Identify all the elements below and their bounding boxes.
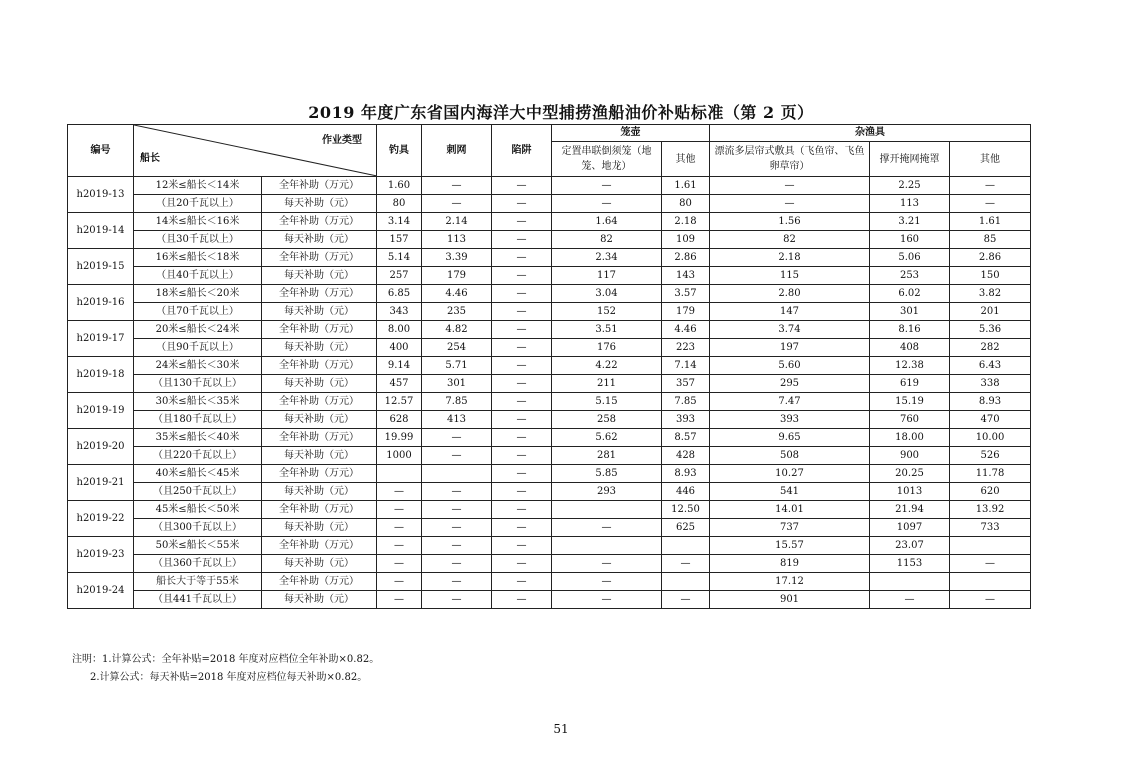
value-cell: 254: [422, 339, 492, 357]
value-cell: 470: [950, 411, 1031, 429]
value-cell: 1153: [870, 555, 950, 573]
value-cell: —: [662, 555, 710, 573]
table-row: [68, 177, 1031, 195]
value-cell: 4.22: [552, 357, 662, 375]
value-cell: 113: [422, 231, 492, 249]
page-title: 2019 年度广东省国内海洋大中型捕捞渔船油价补贴标准（第 2 页）: [308, 103, 814, 122]
value-cell: 5.85: [552, 465, 662, 483]
value-cell: —: [552, 177, 662, 195]
table-row: [68, 573, 1031, 591]
value-cell: 82: [710, 231, 870, 249]
value-cell: 357: [662, 375, 710, 393]
value-cell: 4.46: [662, 321, 710, 339]
row-subsidy-type: 全年补助（万元）: [262, 249, 377, 267]
row-subsidy-type: 全年补助（万元）: [262, 429, 377, 447]
value-cell: 541: [710, 483, 870, 501]
value-cell: 179: [662, 303, 710, 321]
row-code: h2019-20: [68, 429, 134, 465]
value-cell: 5.60: [710, 357, 870, 375]
value-cell: 235: [422, 303, 492, 321]
row-subsidy-type: 每天补助（元）: [262, 267, 377, 285]
value-cell: —: [710, 195, 870, 213]
row-code: h2019-23: [68, 537, 134, 573]
value-cell: —: [377, 483, 422, 501]
value-cell: 80: [377, 195, 422, 213]
value-cell: 23.07: [870, 537, 950, 555]
value-cell: 6.85: [377, 285, 422, 303]
value-cell: 293: [552, 483, 662, 501]
value-cell: 413: [422, 411, 492, 429]
value-cell: —: [422, 195, 492, 213]
value-cell: 1.61: [662, 177, 710, 195]
value-cell: 8.57: [662, 429, 710, 447]
value-cell: —: [492, 519, 552, 537]
value-cell: 7.14: [662, 357, 710, 375]
table-row: [68, 267, 1031, 285]
header-zayuju-spread: 撑开掩网掩罩: [870, 142, 950, 177]
value-cell: —: [492, 285, 552, 303]
value-cell: 17.12: [710, 573, 870, 591]
row-length-range: 20米≤船长＜24米: [134, 321, 262, 339]
table-row: [68, 375, 1031, 393]
value-cell: 12.50: [662, 501, 710, 519]
value-cell: [662, 537, 710, 555]
table-row: [68, 285, 1031, 303]
value-cell: 8.93: [950, 393, 1031, 411]
value-cell: 201: [950, 303, 1031, 321]
value-cell: —: [377, 537, 422, 555]
value-cell: [870, 573, 950, 591]
row-power-range: （且40千瓦以上）: [134, 267, 262, 285]
value-cell: 179: [422, 267, 492, 285]
value-cell: —: [377, 591, 422, 609]
row-subsidy-type: 每天补助（元）: [262, 483, 377, 501]
table-row: [68, 591, 1031, 609]
value-cell: 9.65: [710, 429, 870, 447]
note-1: 注明：1.计算公式：全年补贴=2018 年度对应档位全年补助×0.82。: [72, 654, 380, 665]
value-cell: 14.01: [710, 501, 870, 519]
header-code: 编号: [68, 125, 134, 177]
value-cell: —: [492, 429, 552, 447]
value-cell: 6.43: [950, 357, 1031, 375]
value-cell: 11.78: [950, 465, 1031, 483]
value-cell: 13.92: [950, 501, 1031, 519]
table-row: [68, 321, 1031, 339]
value-cell: 408: [870, 339, 950, 357]
value-cell: 3.82: [950, 285, 1031, 303]
value-cell: 2.18: [662, 213, 710, 231]
page-number: 51: [553, 722, 569, 736]
subsidy-table: [67, 124, 1031, 609]
value-cell: 160: [870, 231, 950, 249]
row-power-range: （且20千瓦以上）: [134, 195, 262, 213]
row-subsidy-type: 每天补助（元）: [262, 447, 377, 465]
value-cell: [552, 537, 662, 555]
value-cell: 2.14: [422, 213, 492, 231]
row-length-range: 船长大于等于55米: [134, 573, 262, 591]
value-cell: —: [492, 213, 552, 231]
row-subsidy-type: 全年补助（万元）: [262, 285, 377, 303]
header-work-type: 作业类型: [322, 135, 362, 146]
row-subsidy-type: 每天补助（元）: [262, 591, 377, 609]
row-subsidy-type: 全年补助（万元）: [262, 573, 377, 591]
row-length-range: 16米≤船长＜18米: [134, 249, 262, 267]
value-cell: 3.74: [710, 321, 870, 339]
row-code: h2019-16: [68, 285, 134, 321]
value-cell: 211: [552, 375, 662, 393]
row-power-range: （且360千瓦以上）: [134, 555, 262, 573]
row-subsidy-type: 每天补助（元）: [262, 519, 377, 537]
value-cell: 1.64: [552, 213, 662, 231]
row-subsidy-type: 每天补助（元）: [262, 195, 377, 213]
value-cell: [950, 573, 1031, 591]
row-code: h2019-18: [68, 357, 134, 393]
value-cell: 281: [552, 447, 662, 465]
row-subsidy-type: 全年补助（万元）: [262, 465, 377, 483]
value-cell: —: [662, 591, 710, 609]
value-cell: 1.56: [710, 213, 870, 231]
value-cell: —: [422, 177, 492, 195]
value-cell: 80: [662, 195, 710, 213]
row-subsidy-type: 全年补助（万元）: [262, 213, 377, 231]
row-length-range: 24米≤船长＜30米: [134, 357, 262, 375]
value-cell: 152: [552, 303, 662, 321]
header-zayuju-other: 其他: [950, 142, 1031, 177]
value-cell: 733: [950, 519, 1031, 537]
value-cell: 2.80: [710, 285, 870, 303]
value-cell: —: [492, 375, 552, 393]
value-cell: 8.16: [870, 321, 950, 339]
value-cell: —: [492, 501, 552, 519]
value-cell: —: [422, 519, 492, 537]
value-cell: 115: [710, 267, 870, 285]
value-cell: —: [870, 591, 950, 609]
row-code: h2019-21: [68, 465, 134, 501]
header-group-longhu: 笼壶: [552, 125, 710, 142]
row-power-range: （且250千瓦以上）: [134, 483, 262, 501]
value-cell: —: [492, 447, 552, 465]
row-length-range: 12米≤船长＜14米: [134, 177, 262, 195]
value-cell: —: [492, 465, 552, 483]
value-cell: 5.06: [870, 249, 950, 267]
row-subsidy-type: 全年补助（万元）: [262, 393, 377, 411]
value-cell: 257: [377, 267, 422, 285]
notes: [72, 651, 379, 687]
table-row: [68, 249, 1031, 267]
value-cell: —: [492, 483, 552, 501]
header-longhu-other: 其他: [662, 142, 710, 177]
header-longhu-fixed: 定置串联倒须笼（地笼、地龙）: [552, 142, 662, 177]
table-row: [68, 555, 1031, 573]
value-cell: 3.39: [422, 249, 492, 267]
value-cell: 508: [710, 447, 870, 465]
value-cell: —: [492, 249, 552, 267]
row-subsidy-type: 全年补助（万元）: [262, 537, 377, 555]
value-cell: 117: [552, 267, 662, 285]
value-cell: 4.82: [422, 321, 492, 339]
value-cell: —: [422, 429, 492, 447]
value-cell: [377, 465, 422, 483]
table-row: [68, 195, 1031, 213]
value-cell: 147: [710, 303, 870, 321]
value-cell: 393: [662, 411, 710, 429]
value-cell: 21.94: [870, 501, 950, 519]
value-cell: 12.38: [870, 357, 950, 375]
value-cell: 2.25: [870, 177, 950, 195]
value-cell: —: [492, 195, 552, 213]
value-cell: —: [552, 591, 662, 609]
row-power-range: （且90千瓦以上）: [134, 339, 262, 357]
header-xianjing: 陷阱: [492, 125, 552, 177]
value-cell: [552, 501, 662, 519]
note-2: 2.计算公式：每天补贴=2018 年度对应档位每天补助×0.82。: [90, 672, 368, 683]
header-diagonal-cell: [134, 125, 377, 177]
value-cell: 113: [870, 195, 950, 213]
value-cell: 625: [662, 519, 710, 537]
value-cell: 7.85: [422, 393, 492, 411]
value-cell: 176: [552, 339, 662, 357]
value-cell: 620: [950, 483, 1031, 501]
row-subsidy-type: 每天补助（元）: [262, 339, 377, 357]
value-cell: 819: [710, 555, 870, 573]
value-cell: 446: [662, 483, 710, 501]
value-cell: 901: [710, 591, 870, 609]
table-row: [68, 447, 1031, 465]
value-cell: 3.04: [552, 285, 662, 303]
row-subsidy-type: 每天补助（元）: [262, 555, 377, 573]
value-cell: 5.14: [377, 249, 422, 267]
value-cell: 157: [377, 231, 422, 249]
value-cell: 20.25: [870, 465, 950, 483]
value-cell: 223: [662, 339, 710, 357]
value-cell: —: [492, 321, 552, 339]
row-code: h2019-22: [68, 501, 134, 537]
value-cell: —: [492, 267, 552, 285]
value-cell: 19.99: [377, 429, 422, 447]
value-cell: —: [422, 537, 492, 555]
value-cell: —: [492, 411, 552, 429]
value-cell: —: [422, 447, 492, 465]
value-cell: 7.47: [710, 393, 870, 411]
table-row: [68, 519, 1031, 537]
value-cell: 8.00: [377, 321, 422, 339]
value-cell: 2.86: [950, 249, 1031, 267]
value-cell: 7.85: [662, 393, 710, 411]
row-subsidy-type: 全年补助（万元）: [262, 357, 377, 375]
value-cell: 10.00: [950, 429, 1031, 447]
value-cell: 109: [662, 231, 710, 249]
row-subsidy-type: 全年补助（万元）: [262, 501, 377, 519]
row-subsidy-type: 每天补助（元）: [262, 411, 377, 429]
value-cell: 15.19: [870, 393, 950, 411]
value-cell: 8.93: [662, 465, 710, 483]
value-cell: 1097: [870, 519, 950, 537]
value-cell: [662, 573, 710, 591]
row-code: h2019-19: [68, 393, 134, 429]
row-code: h2019-17: [68, 321, 134, 357]
value-cell: 737: [710, 519, 870, 537]
value-cell: —: [422, 555, 492, 573]
table-row: [68, 339, 1031, 357]
value-cell: 1.60: [377, 177, 422, 195]
row-length-range: 30米≤船长＜35米: [134, 393, 262, 411]
value-cell: —: [492, 591, 552, 609]
value-cell: 5.62: [552, 429, 662, 447]
value-cell: [950, 537, 1031, 555]
value-cell: 15.57: [710, 537, 870, 555]
value-cell: 2.86: [662, 249, 710, 267]
value-cell: 9.14: [377, 357, 422, 375]
value-cell: 5.36: [950, 321, 1031, 339]
value-cell: 457: [377, 375, 422, 393]
value-cell: 301: [870, 303, 950, 321]
value-cell: 760: [870, 411, 950, 429]
table-row: [68, 213, 1031, 231]
row-power-range: （且441千瓦以上）: [134, 591, 262, 609]
value-cell: 428: [662, 447, 710, 465]
value-cell: —: [492, 177, 552, 195]
value-cell: 1013: [870, 483, 950, 501]
value-cell: 3.57: [662, 285, 710, 303]
value-cell: —: [377, 555, 422, 573]
row-length-range: 50米≤船长＜55米: [134, 537, 262, 555]
value-cell: 258: [552, 411, 662, 429]
value-cell: 1.61: [950, 213, 1031, 231]
row-subsidy-type: 每天补助（元）: [262, 231, 377, 249]
value-cell: —: [492, 303, 552, 321]
value-cell: —: [552, 519, 662, 537]
value-cell: 3.51: [552, 321, 662, 339]
row-power-range: （且300千瓦以上）: [134, 519, 262, 537]
table-row: [68, 429, 1031, 447]
value-cell: 143: [662, 267, 710, 285]
value-cell: 2.18: [710, 249, 870, 267]
table-row: [68, 393, 1031, 411]
value-cell: 1000: [377, 447, 422, 465]
value-cell: —: [492, 573, 552, 591]
value-cell: —: [422, 573, 492, 591]
header-group-zayuju: 杂渔具: [710, 125, 1031, 142]
value-cell: —: [950, 177, 1031, 195]
table-row: [68, 501, 1031, 519]
value-cell: 619: [870, 375, 950, 393]
table-row: [68, 465, 1031, 483]
row-code: h2019-14: [68, 213, 134, 249]
value-cell: 2.34: [552, 249, 662, 267]
value-cell: 628: [377, 411, 422, 429]
row-subsidy-type: 每天补助（元）: [262, 303, 377, 321]
table-row: [68, 357, 1031, 375]
value-cell: 900: [870, 447, 950, 465]
value-cell: 197: [710, 339, 870, 357]
row-subsidy-type: 每天补助（元）: [262, 375, 377, 393]
row-code: h2019-13: [68, 177, 134, 213]
row-length-range: 35米≤船长＜40米: [134, 429, 262, 447]
row-code: h2019-15: [68, 249, 134, 285]
table-row: [68, 303, 1031, 321]
value-cell: 10.27: [710, 465, 870, 483]
value-cell: 400: [377, 339, 422, 357]
value-cell: —: [552, 573, 662, 591]
value-cell: —: [950, 555, 1031, 573]
value-cell: 393: [710, 411, 870, 429]
value-cell: 301: [422, 375, 492, 393]
value-cell: —: [377, 519, 422, 537]
header-ciwang: 刺网: [422, 125, 492, 177]
value-cell: —: [377, 573, 422, 591]
row-length-range: 14米≤船长＜16米: [134, 213, 262, 231]
row-length-range: 18米≤船长＜20米: [134, 285, 262, 303]
value-cell: 18.00: [870, 429, 950, 447]
value-cell: —: [422, 483, 492, 501]
table-row: [68, 483, 1031, 501]
header-boat-length: 船长: [140, 153, 160, 164]
value-cell: —: [377, 501, 422, 519]
row-power-range: （且30千瓦以上）: [134, 231, 262, 249]
row-subsidy-type: 全年补助（万元）: [262, 177, 377, 195]
row-power-range: （且70千瓦以上）: [134, 303, 262, 321]
value-cell: —: [422, 591, 492, 609]
value-cell: —: [492, 555, 552, 573]
value-cell: —: [552, 555, 662, 573]
row-length-range: 40米≤船长＜45米: [134, 465, 262, 483]
value-cell: —: [422, 501, 492, 519]
value-cell: 295: [710, 375, 870, 393]
value-cell: —: [492, 231, 552, 249]
value-cell: 5.71: [422, 357, 492, 375]
table-row: [68, 411, 1031, 429]
value-cell: 6.02: [870, 285, 950, 303]
value-cell: [422, 465, 492, 483]
row-power-range: （且130千瓦以上）: [134, 375, 262, 393]
value-cell: —: [492, 393, 552, 411]
value-cell: 3.14: [377, 213, 422, 231]
row-subsidy-type: 全年补助（万元）: [262, 321, 377, 339]
table-row: [68, 537, 1031, 555]
row-power-range: （且220千瓦以上）: [134, 447, 262, 465]
value-cell: 4.46: [422, 285, 492, 303]
value-cell: —: [950, 591, 1031, 609]
value-cell: 282: [950, 339, 1031, 357]
row-length-range: 45米≤船长＜50米: [134, 501, 262, 519]
value-cell: —: [492, 339, 552, 357]
row-power-range: （且180千瓦以上）: [134, 411, 262, 429]
value-cell: 253: [870, 267, 950, 285]
table-row: [68, 231, 1031, 249]
value-cell: 3.21: [870, 213, 950, 231]
value-cell: 338: [950, 375, 1031, 393]
row-code: h2019-24: [68, 573, 134, 609]
value-cell: 12.57: [377, 393, 422, 411]
value-cell: —: [492, 357, 552, 375]
value-cell: —: [710, 177, 870, 195]
value-cell: 5.15: [552, 393, 662, 411]
value-cell: 343: [377, 303, 422, 321]
value-cell: —: [492, 537, 552, 555]
header-zayuju-drift: 漂流多层帘式敷具（飞鱼帘、飞鱼卵草帘）: [710, 142, 870, 177]
header-diaoju: 钓具: [377, 125, 422, 177]
value-cell: 85: [950, 231, 1031, 249]
value-cell: —: [950, 195, 1031, 213]
value-cell: 82: [552, 231, 662, 249]
value-cell: —: [552, 195, 662, 213]
value-cell: 150: [950, 267, 1031, 285]
value-cell: 526: [950, 447, 1031, 465]
